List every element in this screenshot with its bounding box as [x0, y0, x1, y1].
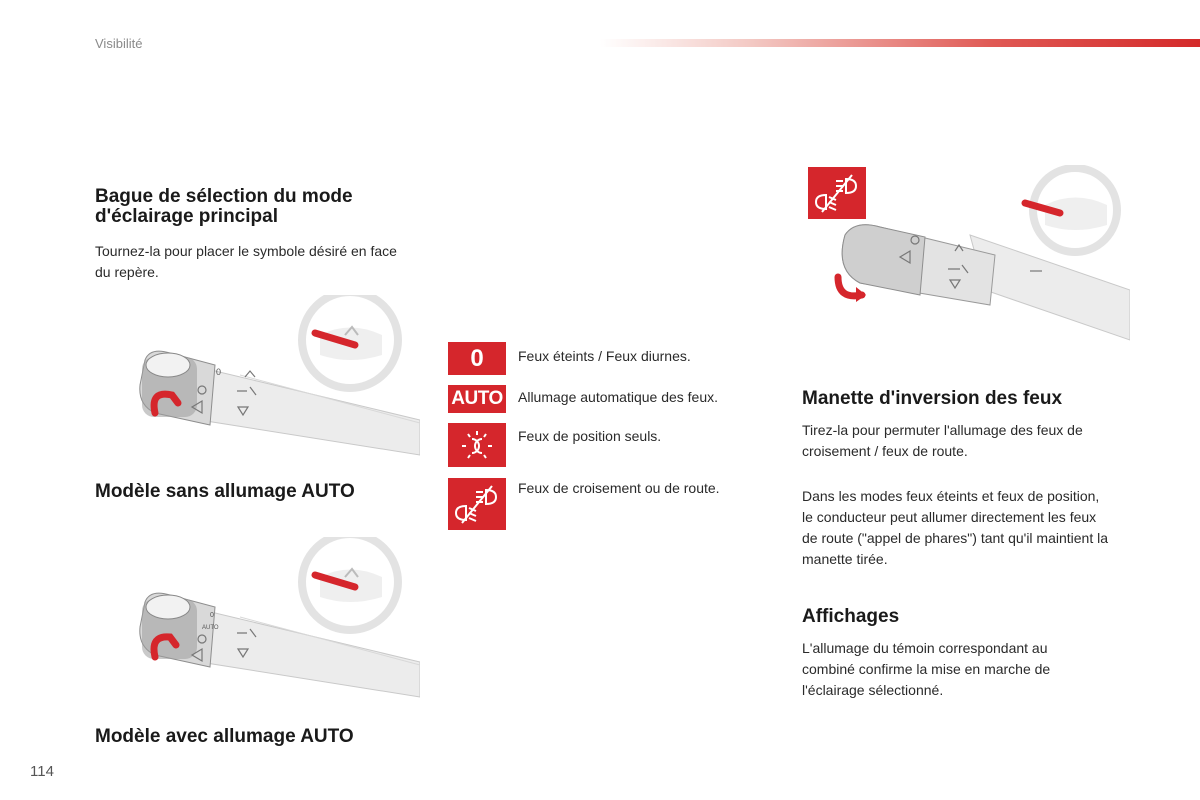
beam-switch-text-2: Dans les modes feux éteints et feux de position, le conducteur peut allumer directement les feux de route ("appel de phares") tant qu'il maintient la manette tirée.: [802, 488, 1109, 567]
caption-with-auto: Modèle avec allumage AUTO: [95, 726, 354, 747]
auto-lights-icon: AUTO: [448, 385, 506, 413]
stalk-without-auto-illustration: [120, 295, 420, 475]
stalk-mark-auto: AUTO: [202, 625, 219, 631]
displays-text: L'allumage du témoin correspondant au combiné confirme la mise en marche de l'éclairage sélectionné.: [802, 640, 1051, 698]
beam-switch-heading: Manette d'inversion des feux: [802, 388, 1063, 409]
position-lights-icon: [448, 423, 506, 467]
displays-heading: Affichages: [802, 606, 900, 627]
lights-off-icon: 0: [448, 342, 506, 375]
stalk-with-auto-illustration: [120, 537, 420, 717]
legend: [448, 340, 788, 540]
legend-item-text: Feux de croisement ou de route.: [518, 480, 720, 496]
beam-switch-section: [802, 389, 1132, 570]
section-title: Visibilité: [95, 36, 143, 51]
header-accent-bar: [600, 39, 1200, 47]
main-selector-text: Tournez-la pour placer le symbole désiré en face du repère.: [95, 243, 397, 280]
main-selector-heading: Bague de sélection du mode d'éclairage principal: [95, 186, 353, 227]
stalk-mark-zero: 0: [210, 612, 214, 619]
dipped-main-beam-icon: [448, 478, 506, 530]
beam-switch-illustration: [820, 165, 1130, 345]
page-number: 114: [30, 763, 54, 780]
caption-without-auto: Modèle sans allumage AUTO: [95, 481, 355, 502]
legend-item-text: Feux éteints / Feux diurnes.: [518, 348, 691, 364]
beam-switch-text-1: Tirez-la pour permuter l'allumage des feux de croisement / feux de route.: [802, 422, 1083, 459]
selector-ring: [140, 351, 215, 425]
legend-item-text: Feux de position seuls.: [518, 428, 662, 444]
legend-item-text: Allumage automatique des feux.: [518, 389, 719, 405]
stalk-mark-zero: 0: [216, 367, 222, 377]
displays-section: [802, 607, 1102, 701]
main-selector-section: [95, 187, 415, 283]
